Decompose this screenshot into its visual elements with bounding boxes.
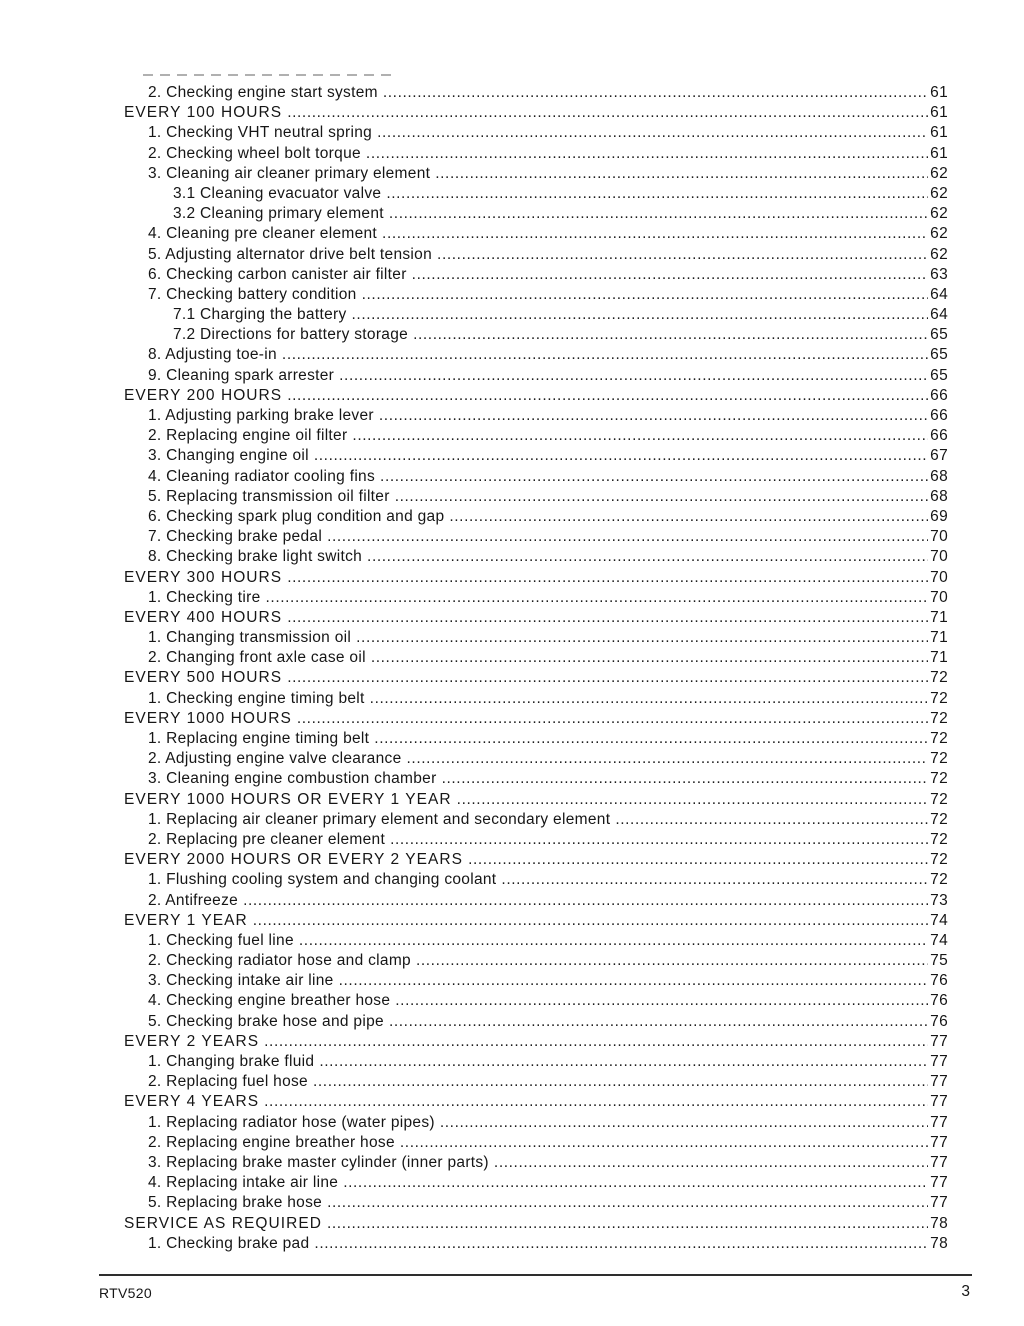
toc-entry-page: 74	[930, 911, 948, 929]
toc-entry-label: 1. Replacing engine timing belt	[148, 730, 370, 747]
toc-dot-leader	[412, 265, 929, 285]
toc-entry	[124, 446, 948, 466]
toc-dot-leader	[437, 245, 928, 265]
toc-entry-page: 72	[930, 810, 948, 828]
toc-dot-leader	[282, 345, 928, 365]
toc-entry-label: 5. Replacing brake hose	[148, 1194, 323, 1212]
toc-dot-leader	[395, 487, 928, 507]
toc-entry-label: 9. Cleaning spark arrester	[148, 366, 335, 384]
toc-entry-page: 61	[930, 84, 948, 101]
toc-entry-page: 75	[930, 952, 948, 970]
toc-entry-page: 77	[930, 1093, 948, 1111]
toc-entry-page: 65	[930, 326, 948, 344]
toc-dot-leader	[468, 850, 928, 870]
toc-entry	[124, 951, 948, 971]
clipped-text-remnant	[143, 74, 398, 76]
toc-entry	[124, 305, 948, 325]
toc-dot-leader	[339, 971, 929, 991]
toc-dot-leader	[407, 749, 929, 769]
toc-dot-leader	[352, 426, 928, 446]
toc-entry-label: EVERY 500 HOURS	[124, 669, 283, 687]
toc-entry-label: 1. Replacing radiator hose (water pipes)	[148, 1113, 435, 1131]
toc-entry-label: 2. Checking engine start system	[148, 84, 378, 101]
toc-entry-page: 72	[930, 830, 948, 848]
toc-entry-label: 2. Checking radiator hose and clamp	[148, 952, 411, 970]
toc-dot-leader	[253, 911, 928, 931]
toc-entry-page: 77	[930, 1153, 948, 1171]
toc-entry	[124, 870, 948, 890]
toc-entry-label: 2. Replacing engine oil filter	[148, 427, 348, 445]
toc-entry-label: 2. Checking wheel bolt torque	[148, 144, 361, 162]
toc-entry	[124, 891, 948, 911]
toc-entry-label: 8. Adjusting toe-in	[148, 346, 277, 364]
toc-entry-label: 1. Checking VHT neutral spring	[148, 124, 373, 142]
toc-entry-label: EVERY 2000 HOURS OR EVERY 2 YEARS	[124, 851, 464, 869]
toc-entry	[124, 608, 948, 628]
toc-entry-label: 7.2 Directions for battery storage	[173, 326, 409, 344]
toc-entry	[124, 1012, 948, 1032]
toc-entry-label: 8. Checking brake light switch	[148, 548, 363, 566]
toc-entry-page: 77	[930, 1113, 948, 1131]
toc-entry-label: 1. Checking engine timing belt	[148, 689, 365, 707]
toc-entry-label: EVERY 1 YEAR	[124, 911, 248, 929]
toc-entry-page: 63	[930, 265, 948, 283]
toc-entry	[124, 1133, 948, 1153]
toc-dot-leader	[383, 83, 928, 103]
toc-dot-leader	[287, 668, 928, 688]
toc-entry-page: 76	[930, 972, 948, 990]
toc-entry	[124, 103, 948, 123]
toc-entry-label: EVERY 400 HOURS	[124, 608, 283, 626]
footer-page-number: 3	[961, 1283, 970, 1300]
footer-model-label: RTV520	[99, 1285, 152, 1301]
footer-divider	[99, 1274, 972, 1276]
toc-dot-leader	[416, 951, 928, 971]
toc-dot-leader	[313, 1072, 928, 1092]
toc-entry-label: 1. Flushing cooling system and changing coolant	[148, 871, 497, 889]
toc-entry-page: 62	[930, 164, 948, 182]
toc-entry	[124, 729, 948, 749]
toc-entry-label: 3.2 Cleaning primary element	[173, 205, 384, 223]
toc-entry-page: 65	[930, 346, 948, 364]
toc-entry	[124, 568, 948, 588]
toc-entry-page: 71	[930, 649, 948, 667]
toc-entry-page: 72	[930, 750, 948, 768]
toc-dot-leader	[287, 608, 928, 628]
toc-entry	[124, 1052, 948, 1072]
toc-entry	[124, 1193, 948, 1213]
toc-entry-label: EVERY 4 YEARS	[124, 1093, 260, 1111]
toc-entry	[124, 487, 948, 507]
toc-entry-label: 2. Antifreeze	[148, 891, 239, 909]
toc-entry-label: 1. Changing brake fluid	[148, 1053, 315, 1070]
toc-dot-leader	[442, 769, 929, 789]
toc-entry-page: 68	[930, 467, 948, 485]
toc-entry-page: 77	[930, 1053, 948, 1070]
toc-entry	[124, 507, 948, 527]
toc-dot-leader	[297, 709, 928, 729]
toc-entry-page: 72	[930, 689, 948, 707]
toc-entry-page: 61	[930, 144, 948, 162]
toc-entry	[124, 1072, 948, 1092]
toc-dot-leader	[366, 144, 928, 164]
toc-entry-label: 4. Cleaning pre cleaner element	[148, 225, 378, 243]
toc-entry	[124, 911, 948, 931]
toc-entry-label: EVERY 1000 HOURS	[124, 709, 292, 727]
toc-entry-label: 1. Adjusting parking brake lever	[148, 407, 374, 424]
toc-entry	[124, 769, 948, 789]
toc-dot-leader	[352, 305, 929, 325]
toc-entry	[124, 991, 948, 1011]
toc-entry	[124, 790, 948, 810]
toc-dot-leader	[501, 870, 928, 890]
toc-entry	[124, 184, 948, 204]
toc-entry	[124, 325, 948, 345]
toc-dot-leader	[343, 1173, 928, 1193]
toc-dot-leader	[390, 830, 928, 850]
toc-entry	[124, 467, 948, 487]
toc-entry-page: 65	[930, 366, 948, 384]
toc-entry-page: 62	[930, 225, 948, 243]
toc-entry-page: 76	[930, 1012, 948, 1030]
toc-entry-label: 3. Replacing brake master cylinder (inner parts)	[148, 1153, 489, 1171]
toc-entry-label: 4. Replacing intake air line	[148, 1174, 339, 1192]
toc-entry-page: 67	[930, 447, 948, 465]
toc-entry	[124, 527, 948, 547]
toc-entry-label: 1. Changing transmission oil	[148, 629, 352, 647]
toc-entry	[124, 83, 948, 103]
toc-dot-leader	[374, 729, 928, 749]
toc-entry	[124, 345, 948, 365]
toc-entry	[124, 648, 948, 668]
toc-entry-page: 66	[930, 427, 948, 445]
toc-entry	[124, 164, 948, 184]
toc-dot-leader	[395, 991, 928, 1011]
toc-entry-page: 61	[930, 124, 948, 142]
toc-entry	[124, 971, 948, 991]
toc-entry-page: 77	[930, 1032, 948, 1050]
toc-entry	[124, 810, 948, 830]
toc-dot-leader	[314, 1234, 928, 1254]
toc-entry-label: 2. Replacing pre cleaner element	[148, 830, 386, 848]
toc-entry-label: EVERY 100 HOURS	[124, 104, 283, 122]
toc-entry-page: 68	[930, 487, 948, 505]
toc-entry-label: 1. Checking tire	[148, 588, 261, 606]
toc-entry-page: 62	[930, 184, 948, 202]
toc-entry	[124, 689, 948, 709]
toc-dot-leader	[370, 689, 929, 709]
toc-entry-page: 71	[930, 608, 948, 626]
toc-entry-label: 4. Cleaning radiator cooling fins	[148, 467, 376, 485]
toc-entry-label: 3.1 Cleaning evacuator valve	[173, 184, 382, 202]
toc-entry	[124, 204, 948, 224]
toc-entry-label: 2. Adjusting engine valve clearance	[148, 750, 402, 768]
toc-entry-page: 72	[930, 790, 948, 808]
toc-entry-label: 5. Adjusting alternator drive belt tension	[148, 245, 433, 263]
toc-entry-label: 6. Checking carbon canister air filter	[148, 265, 407, 283]
toc-entry-page: 70	[930, 568, 948, 586]
toc-entry-page: 70	[930, 588, 948, 606]
toc-entry-page: 69	[930, 507, 948, 525]
toc-entry-page: 61	[930, 104, 948, 122]
toc-entry	[124, 386, 948, 406]
toc-dot-leader	[264, 1092, 928, 1112]
toc-entry-page: 74	[930, 931, 948, 949]
toc-entry	[124, 588, 948, 608]
toc-entry-page: 77	[930, 1133, 948, 1151]
toc-entry-label: EVERY 2 YEARS	[124, 1032, 260, 1050]
toc-dot-leader	[440, 1113, 928, 1133]
toc-entry-page: 73	[930, 891, 948, 909]
toc-entry-label: 7. Checking battery condition	[148, 285, 357, 303]
toc-entry	[124, 366, 948, 386]
toc-entry-page: 78	[930, 1234, 948, 1252]
toc-dot-leader	[362, 285, 929, 305]
toc-dot-leader	[400, 1133, 928, 1153]
toc-entry-page: 78	[930, 1214, 948, 1232]
toc-dot-leader	[314, 446, 928, 466]
toc-entry-page: 66	[930, 386, 948, 404]
toc-entry	[124, 426, 948, 446]
toc-entry-page: 71	[930, 629, 948, 647]
toc-entry-label: 1. Checking brake pad	[148, 1234, 310, 1252]
toc-entry	[124, 749, 948, 769]
toc-entry-label: 1. Checking fuel line	[148, 931, 294, 949]
toc-entry-label: 3. Checking intake air line	[148, 972, 334, 990]
toc-entry	[124, 830, 948, 850]
toc-entry-label: 2. Replacing fuel hose	[148, 1073, 308, 1091]
toc-entry	[124, 1092, 948, 1112]
toc-entry-page: 77	[930, 1073, 948, 1091]
toc-entry-label: EVERY 1000 HOURS OR EVERY 1 YEAR	[124, 790, 452, 808]
toc-dot-leader	[379, 406, 928, 426]
toc-dot-leader	[287, 386, 928, 406]
toc-entry	[124, 1113, 948, 1133]
toc-entry-label: 6. Checking spark plug condition and gap	[148, 507, 445, 525]
toc-entry	[124, 1234, 948, 1254]
toc-entry-label: 1. Replacing air cleaner primary element and secondary element	[148, 810, 611, 828]
toc-entry	[124, 265, 948, 285]
toc-dot-leader	[243, 891, 928, 911]
toc-entry-page: 72	[930, 851, 948, 869]
toc-dot-leader	[327, 527, 928, 547]
toc-dot-leader	[615, 810, 928, 830]
toc-dot-leader	[287, 568, 928, 588]
toc-dot-leader	[377, 123, 928, 143]
toc-entry	[124, 1153, 948, 1173]
toc-dot-leader	[449, 507, 928, 527]
toc-dot-leader	[389, 204, 928, 224]
toc-dot-leader	[287, 103, 928, 123]
toc-dot-leader	[266, 588, 929, 608]
toc-entry-page: 66	[930, 407, 948, 424]
toc-entry	[124, 224, 948, 244]
toc-entry	[124, 144, 948, 164]
toc-entry-label: 2. Changing front axle case oil	[148, 649, 366, 667]
toc-dot-leader	[327, 1214, 928, 1234]
toc-dot-leader	[264, 1032, 928, 1052]
toc-entry-label: 7.1 Charging the battery	[173, 306, 347, 324]
toc-entry	[124, 628, 948, 648]
toc-entry	[124, 1173, 948, 1193]
toc-list	[124, 83, 948, 1254]
toc-entry-label: 7. Checking brake pedal	[148, 528, 323, 546]
toc-entry	[124, 406, 948, 426]
toc-entry-label: EVERY 300 HOURS	[124, 568, 283, 586]
toc-dot-leader	[413, 325, 928, 345]
toc-entry-label: 3. Cleaning air cleaner primary element	[148, 164, 431, 182]
toc-entry-page: 70	[930, 548, 948, 566]
toc-entry-label: 3. Cleaning engine combustion chamber	[148, 770, 437, 788]
toc-entry-page: 77	[930, 1194, 948, 1212]
toc-entry-page: 72	[930, 871, 948, 889]
toc-dot-leader	[319, 1052, 928, 1072]
toc-entry-page: 64	[930, 285, 948, 303]
toc-entry-label: EVERY 200 HOURS	[124, 386, 283, 404]
toc-dot-leader	[386, 184, 928, 204]
toc-entry-page: 72	[930, 770, 948, 788]
toc-entry-label: 2. Replacing engine breather hose	[148, 1133, 395, 1151]
toc-entry-label: 3. Changing engine oil	[148, 447, 309, 465]
toc-entry	[124, 709, 948, 729]
toc-entry-page: 72	[930, 730, 948, 747]
toc-entry-page: 62	[930, 245, 948, 263]
toc-entry-page: 72	[930, 709, 948, 727]
toc-entry-label: 5. Replacing transmission oil filter	[148, 487, 390, 505]
toc-dot-leader	[435, 164, 928, 184]
toc-entry	[124, 931, 948, 951]
toc-entry-page: 64	[930, 306, 948, 324]
toc-entry-page: 76	[930, 992, 948, 1010]
toc-entry-page: 62	[930, 205, 948, 223]
toc-entry-page: 70	[930, 528, 948, 546]
toc-entry-label: 4. Checking engine breather hose	[148, 992, 391, 1010]
toc-entry	[124, 668, 948, 688]
toc-entry	[124, 123, 948, 143]
toc-entry	[124, 547, 948, 567]
toc-dot-leader	[457, 790, 928, 810]
toc-dot-leader	[389, 1012, 928, 1032]
toc-entry-label: SERVICE AS REQUIRED	[124, 1214, 322, 1232]
toc-entry	[124, 1032, 948, 1052]
toc-entry-label: 5. Checking brake hose and pipe	[148, 1012, 384, 1030]
toc-dot-leader	[299, 931, 928, 951]
toc-entry	[124, 245, 948, 265]
toc-dot-leader	[339, 366, 928, 386]
toc-dot-leader	[371, 648, 928, 668]
toc-entry-page: 72	[930, 669, 948, 687]
toc-entry	[124, 850, 948, 870]
toc-dot-leader	[327, 1193, 928, 1213]
toc-dot-leader	[494, 1153, 928, 1173]
toc-dot-leader	[367, 547, 928, 567]
toc-dot-leader	[382, 224, 928, 244]
toc-dot-leader	[380, 467, 928, 487]
toc-entry	[124, 1214, 948, 1234]
toc-entry	[124, 285, 948, 305]
toc-dot-leader	[356, 628, 928, 648]
toc-entry-page: 77	[930, 1174, 948, 1192]
